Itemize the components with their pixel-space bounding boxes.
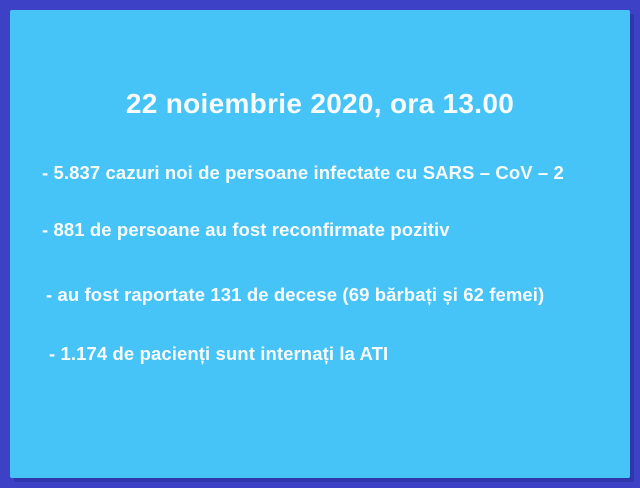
stat-new-cases: - 5.837 cazuri noi de persoane infectate cu SARS – CoV – 2 bbox=[42, 162, 564, 183]
stat-deaths: - au fost raportate 131 de decese (69 bărbați și 62 femei) bbox=[46, 284, 545, 305]
stat-icu-patients: - 1.174 de pacienți sunt internați la ATI bbox=[49, 343, 389, 364]
card-title: 22 noiembrie 2020, ora 13.00 bbox=[125, 88, 515, 119]
info-card bbox=[10, 10, 630, 478]
stat-reconfirmed-positive: - 881 de persoane au fost reconfirmate pozitiv bbox=[42, 219, 450, 240]
